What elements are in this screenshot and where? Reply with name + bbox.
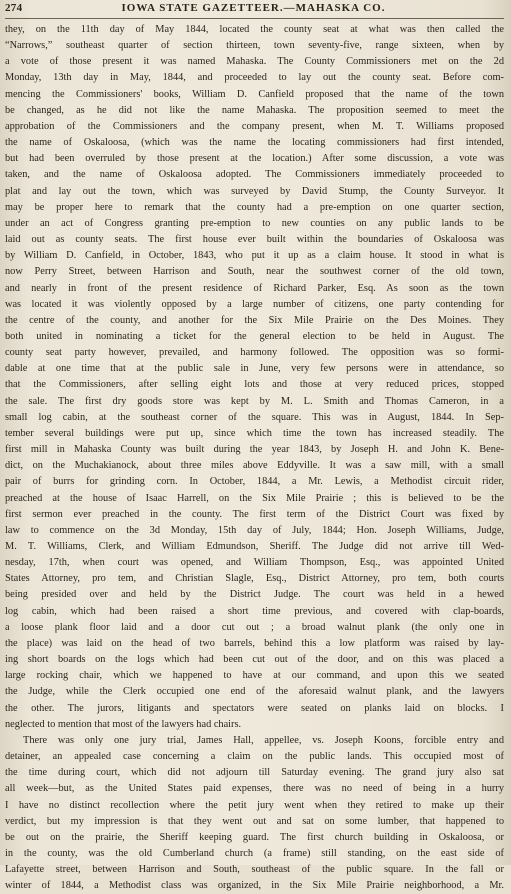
text-line: by William D. Canfield, in October, 1843, who put it up as a claim house. It stood in what is — [5, 250, 504, 262]
text-line: both united in nominating a ticket for the general election to be held in August. The — [5, 330, 504, 342]
text-line: neglected to mention that most of the lawyers had chairs. — [5, 718, 242, 730]
text-line: law to commence on the 3d Monday, 15th day of July, 1844; Hon. Joseph Williams, Judge, — [5, 524, 504, 536]
text-line: the name of Oskaloosa, (which was the name the locating commissioners had first intended, — [5, 137, 504, 149]
text-line: the other. The jurors, litigants and spectators were seated on planks laid on blocks. I — [5, 702, 504, 714]
text-line: dict, on the Muchakianock, about three miles above Eddyville. It was a saw mill, with a small — [5, 460, 504, 472]
text-line: detainer, an appealed case concerning a claim on the public lands. This occupied most of — [5, 751, 504, 763]
text-line: the place) was laid on the head of two barrels, behind this a low platform was raised by lay- — [5, 637, 504, 649]
text-line: approbation of the Commissioners and the company present, when M. T. Williams proposed — [5, 120, 504, 132]
text-line: pair of burrs for grinding corn. In October, 1844, a Mr. Lewis, a Methodist circuit rider, — [5, 476, 504, 488]
text-line: county seat party however, prevailed, and harmony followed. The opposition was so formi- — [5, 347, 504, 359]
text-line: and nearly in front of the present residence of Richard Parker, Esq. As soon as the town — [5, 282, 504, 294]
text-line: verdict, but my impression is that they went out and sat on some lumber, that happened to — [5, 815, 504, 827]
text-line: the sale. The first dry goods store was kept by M. L. Smith and Thomas Cameron, in a — [5, 395, 504, 407]
text-line: taken, and the name of Oskaloosa adopted. The Commissioners immediately proceeded to — [5, 169, 504, 181]
header-title: IOWA STATE GAZETTEER.—MAHASKA CO. — [121, 2, 386, 14]
text-line: I have no distinct recollection where the petit jury went when they retired to make up their — [5, 799, 504, 811]
text-line: Lafayette street, between Harrison and South, southeast of the public square. In the fall or — [5, 864, 504, 876]
text-line: being presided over and held by the District Judge. The court was held in a hewed — [5, 589, 504, 601]
text-line: first sermon ever preached in the county. The first term of the District Court was fixed by — [5, 508, 504, 520]
text-line: may be proper here to remark that the county had a pre-emption on one quarter section, — [5, 201, 504, 213]
text-line: M. T. Williams, Clerk, and William Edmundson, Sheriff. The Judge did not arrive till Wed- — [5, 541, 504, 552]
text-line: they, on the 11th day of May 1844, located the county seat at what was then called the — [5, 24, 504, 35]
text-line: mencing the Commissioners' books, William D. Canfield proposed that the name of the town — [5, 88, 504, 100]
text-line: was located it was violently opposed by a large number of citizens, one party contending for — [5, 298, 504, 310]
text-line: under an act of Congress granting pre-emption to new counties on any public lands to be — [5, 217, 504, 229]
text-line: that the Commissioners, after selling eight lots and those at very reduced prices, stopped — [5, 379, 504, 391]
text-line: nesday, 17th, when court was opened, and William Thompson, Esq., was appointed United — [5, 557, 504, 569]
text-line: small log cabin, at the southeast corner of the square. This was in August, 1844. In Sep- — [5, 411, 504, 423]
text-line: Monday, 13th day in May, 1844, and proceeded to lay out the county seat. Before com- — [5, 72, 504, 84]
text-line: in the county, was the old Cumberland church (a frame) still standing, on the east side of — [5, 847, 504, 859]
text-line: but had been overruled by those present at the location.) After some discussion, a vote was — [5, 153, 504, 165]
text-line: all week—but, as the United States paid expenses, there was no need of being in a hurry — [5, 783, 504, 795]
text-line: be changed, as he did not like the name Mahaska. The proposition seemed to meet the — [5, 104, 504, 116]
text-line: There was only one jury trial, James Hall, appellee, vs. Joseph Koons, forcible entry and — [23, 734, 504, 746]
text-line: be out on the prairie, the Sheriff keeping guard. The first church building in Oskaloosa, or — [5, 831, 504, 843]
text-line: a vote of those present it was named Mahaska. The County Commissioners met on the 2d — [5, 56, 504, 68]
text-line: now Perry Street, between Harrison and South, near the southwest corner of the old town, — [5, 266, 504, 278]
text-line: States Attorney, pro tem, and Christian Slagle, Esq., District Attorney, pro tem, both courts — [5, 573, 504, 585]
text-line: first mill in Mahaska County was built during the year 1843, by Joseph H. and John K. Bene- — [5, 444, 504, 456]
text-line: “Narrows,” southeast quarter of section thirteen, town seventy-five, range sixteen, when by — [5, 40, 504, 52]
text-line: large rocking chair, which we happened to have at our command, and upon this we seated — [5, 670, 504, 682]
text-line: ing short boards on the logs which had been cut out of the door, and on this was placed a — [5, 654, 504, 666]
text-line: the Judge, while the Clerk occupied one end of the aforesaid walnut plank, and the lawyers — [5, 686, 504, 698]
text-line: tember several buildings were put up, since which time the town has increased steadily. The — [5, 427, 504, 439]
text-line: dable at one time that at the public sale in June, very few persons were in attendance, so — [5, 363, 504, 375]
text-line: a loose plank floor laid and a door cut out ; a broad walnut plank (the only one in — [5, 621, 504, 633]
text-line: winter of 1844, a Methodist class was organized, in the Six Mile Prairie neighborhood, a Mr. — [5, 880, 504, 892]
body-text — [5, 22, 504, 894]
running-head — [5, 2, 504, 19]
text-line: plat and lay out the town, which was surveyed by David Stump, the County Surveyor. It — [5, 185, 504, 197]
text-line: the centre of the county, and another for the Six Mile Prairie on the Des Moines. They — [5, 314, 504, 326]
text-line: laid out as county seats. The first house ever built within the boundaries of Oskaloosa was — [5, 234, 504, 246]
text-line: the time during court, which did not adjourn till Saturday evening. The grand jury also sat — [5, 767, 504, 779]
text-line: log cabin, which had been raised a short time previous, and covered with clap-boards, — [5, 605, 504, 617]
page-number: 274 — [5, 2, 23, 14]
text-line: preached at the house of Isaac Harrell, on the Six Mile Prairie ; this is believed to be the — [5, 492, 504, 504]
